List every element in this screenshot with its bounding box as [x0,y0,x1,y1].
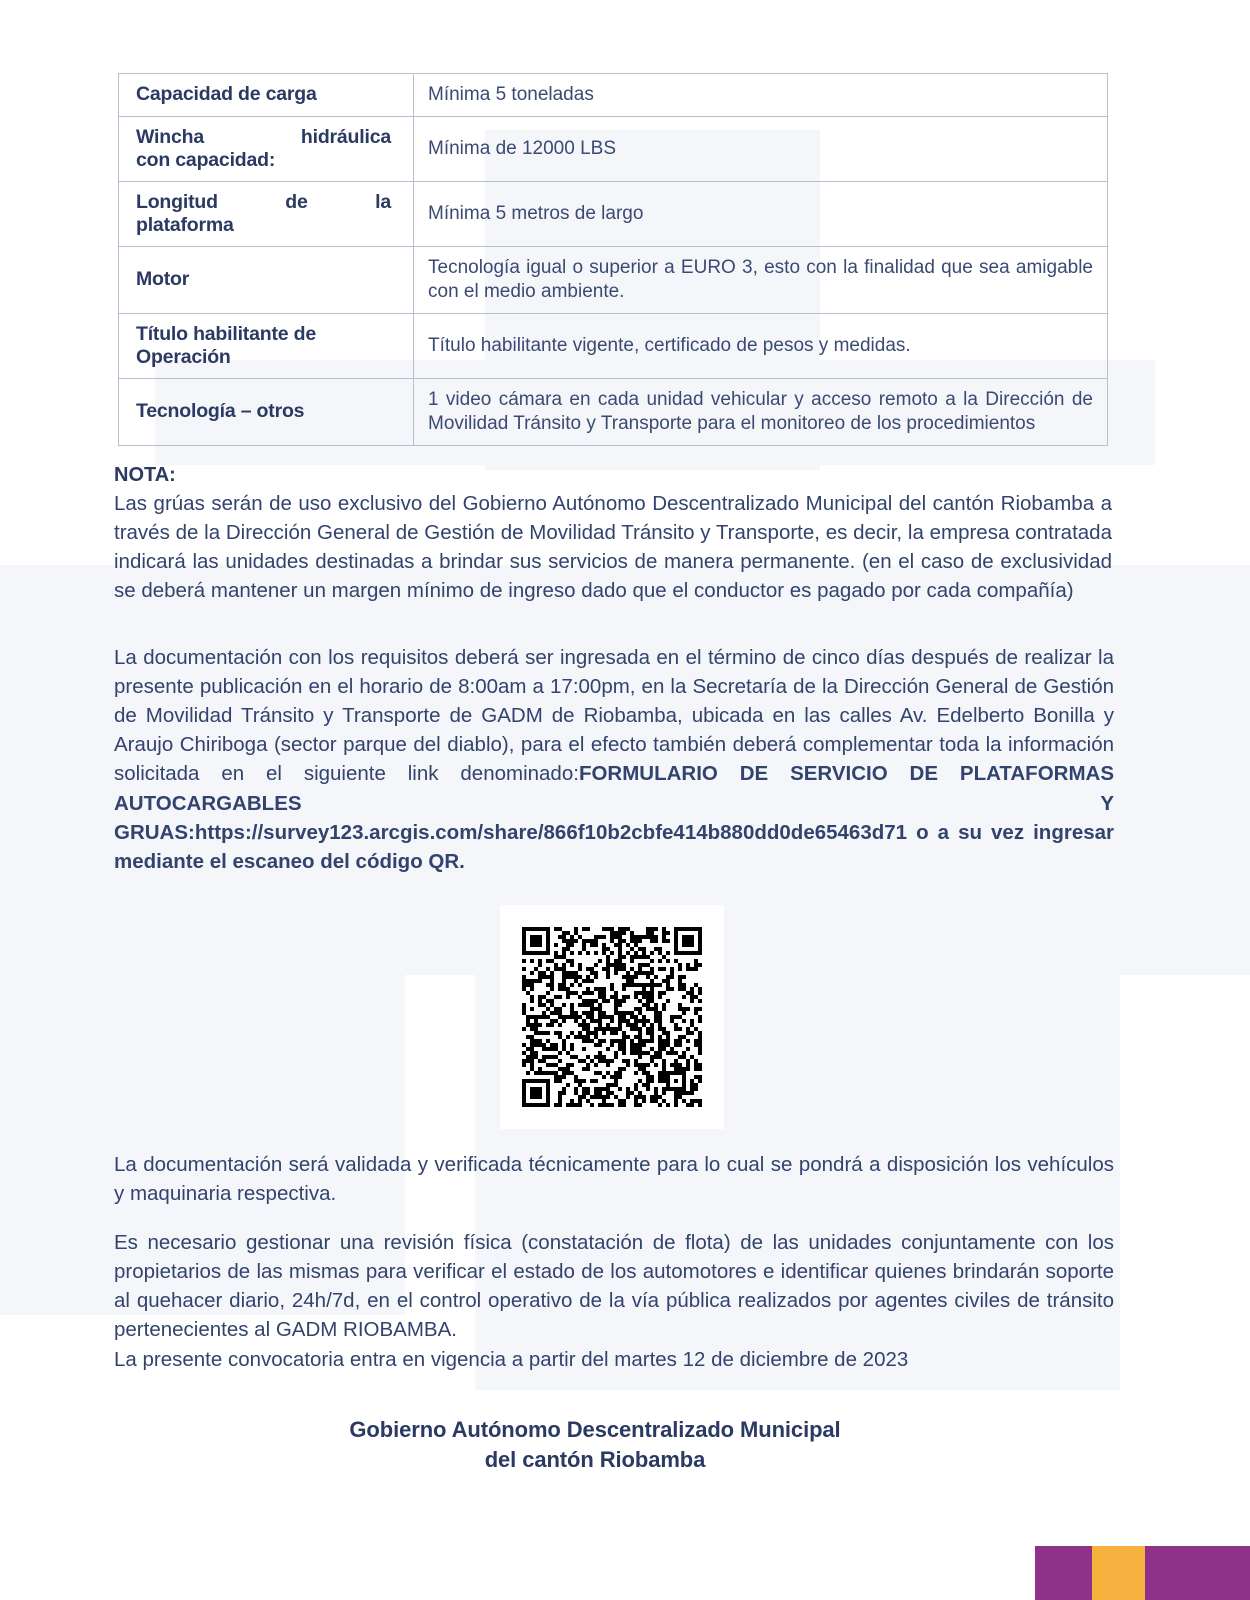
footer-color-bars [1035,1546,1250,1600]
qr-code-icon [522,927,702,1107]
table-cell-value: Tecnología igual o superior a EURO 3, esto con la finalidad que sea amigable con el medio ambiente. [414,246,1108,313]
row-label-text: Capacidad de carga [136,83,317,106]
table-row [119,313,1108,378]
inspection-section [114,1228,1114,1344]
row-label-text-line1: Título habilitante de [136,322,316,345]
table-cell-label [119,74,414,117]
form-title-text: FORMULARIO DE SERVICIO DE PLATAFORMAS AUTOCARGABLES Y GRUAS: [114,762,1115,844]
row-label-text-line2: con capacidad: [136,148,276,171]
qr-code-container [500,905,724,1129]
table-cell-label [119,378,414,445]
table-cell-value: Título habilitante vigente, certificado de pesos y medidas. [414,313,1108,378]
signature-block [0,1415,1190,1474]
effective-date-paragraph: La presente convocatoria entra en vigencia a partir del martes 12 de diciembre de 2023 [114,1348,909,1371]
specifications-table [118,73,1108,446]
documentation-paragraph [114,643,1114,876]
qr-note-text: o a su vez ingresar mediante el escaneo del código QR. [114,820,1114,873]
note-heading: NOTA: [114,464,176,486]
table-cell-value: 1 video cámara en cada unidad vehicular y acceso remoto a la Dirección de Movilidad Tránsito y Transporte para el monitoreo de los procedimientos [414,378,1108,445]
table-row [119,378,1108,445]
validation-section [114,1150,1114,1208]
footer-bar-purple-right [1145,1546,1250,1600]
table-cell-label [119,181,414,246]
signature-line-1: Gobierno Autónomo Descentralizado Municipal [349,1417,841,1442]
table-cell-value: Mínima de 12000 LBS [414,116,1108,181]
validation-paragraph: La documentación será validada y verificada técnicamente para lo cual se pondrá a disposición los vehículos y maquinaria respectiva. [114,1153,1114,1206]
table-cell-label [119,313,414,378]
documentation-intro-text: La documentación con los requisitos deberá ser ingresada en el término de cinco días después de realizar la presente publicación en el horario de 8:00am a 17:00pm, en la Secretaría de la Dirección General de Gestión de Movilidad Tránsito y Transporte de GADM de Riobamba, ubicada en las calles Av. Edelberto Bonilla y Araujo Chiriboga (sector parque del diablo), para el efecto también deberá complementar toda la información solicitada en el siguiente link denominado: [114,646,1114,786]
table-row [119,181,1108,246]
table-row [119,246,1108,313]
row-label-text-line1: Longitud de la [136,190,391,213]
footer-bar-purple-left [1035,1546,1092,1600]
table-cell-label [119,246,414,313]
row-label-text-line2: Operación [136,345,231,368]
form-url-link[interactable]: https://survey123.arcgis.com/share/866f10b2cbfe414b880dd0de65463d71 [194,820,908,844]
note-section [114,462,1112,605]
row-label-text: Tecnología – otros [136,400,305,423]
documentation-section [114,643,1114,876]
table-cell-value: Mínima 5 metros de largo [414,181,1108,246]
signature-line-2: del cantón Riobamba [484,1446,706,1472]
row-label-text: Motor [136,268,190,291]
table-row [119,74,1108,117]
effective-date-section [114,1345,1114,1374]
row-label-text-line2: plataforma [136,213,234,236]
table-cell-value: Mínima 5 toneladas [414,74,1108,117]
note-paragraph: Las grúas serán de uso exclusivo del Gobierno Autónomo Descentralizado Municipal del cantón Riobamba a través de la Dirección General de Gestión de Movilidad Tránsito y Transporte, es decir, la empresa contratada indicará las unidades destinadas a brindar sus servicios de manera permanente. (en el caso de exclusividad se deberá mantener un margen mínimo de ingreso dado que el conductor es pagado por cada compañía) [114,492,1112,603]
footer-bar-orange [1092,1546,1145,1600]
inspection-paragraph: Es necesario gestionar una revisión física (constatación de flota) de las unidades conjuntamente con los propietarios de las mismas para verificar el estado de los automotores e identificar quienes brindarán soporte al quehacer diario, 24h/7d, en el control operativo de la vía pública realizados por agentes civiles de tránsito pertenecientes al GADM RIOBAMBA. [114,1231,1114,1342]
row-label-text-line1: Wincha hidráulica [136,125,391,148]
table-row [119,116,1108,181]
table-cell-label [119,116,414,181]
